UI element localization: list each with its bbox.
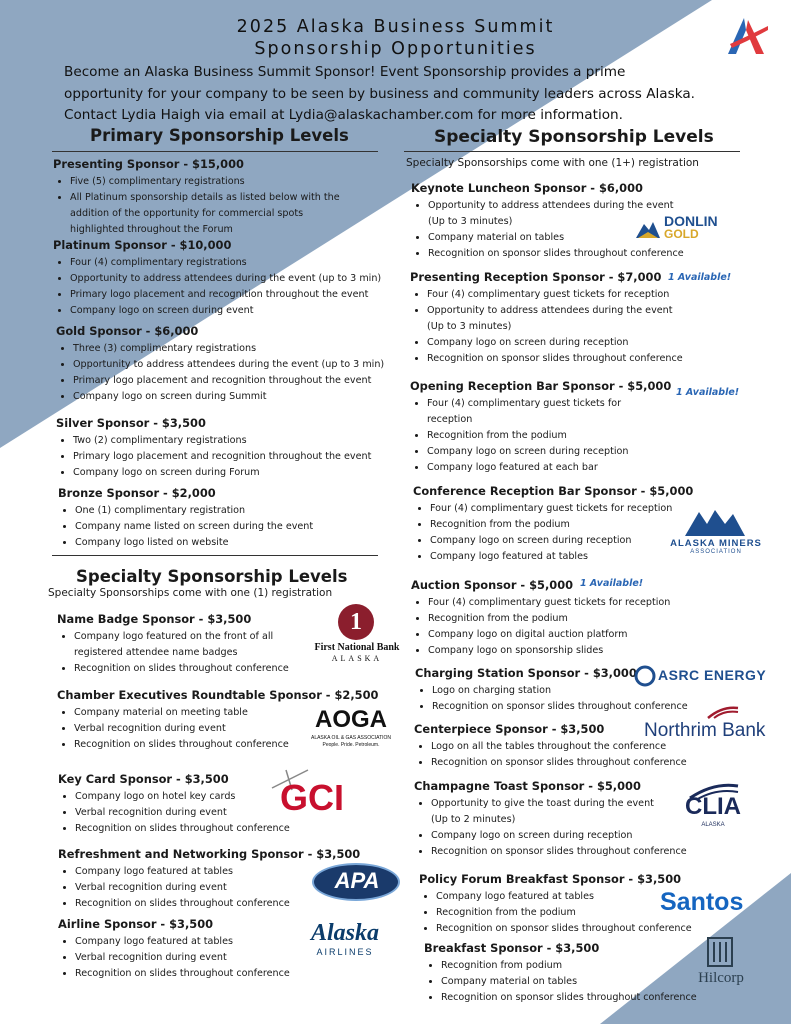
asrc-name: ASRC ENERGY <box>658 667 767 683</box>
northrim-name: Northrim Bank <box>644 720 766 741</box>
list-item: • Primary logo placement and recognition throughout the event <box>70 287 403 303</box>
list-item: • Four (4) complimentary guest tickets for reception <box>430 501 763 517</box>
list-item: • Recognition on sponsor slides throughout conference <box>428 246 761 262</box>
list-item: • Four (4) complimentary registrations <box>70 255 403 271</box>
auction-sponsor <box>411 578 761 659</box>
intro-line-2: opportunity for your company to be seen by business and community leaders across Alaska. <box>64 85 695 102</box>
list-item: • Company logo on screen during event <box>70 303 403 319</box>
list-item: • Company logo featured at tables <box>430 549 763 565</box>
clia-logo <box>676 782 750 832</box>
list-item: • Recognition on sponsor slides throughout conference <box>427 351 760 367</box>
donlin-gold-text: GOLD <box>664 227 699 241</box>
list-item: • Verbal recognition during event <box>75 950 408 966</box>
list-item: • Recognition on sponsor slides throughout conference <box>431 844 764 860</box>
wave-icon <box>706 704 740 720</box>
sponsor-heading: Platinum Sponsor - $10,000 <box>53 238 232 252</box>
list-item: • Recognition on sponsor slides throughout conference <box>441 990 774 1006</box>
specialty-right-title: Specialty Sponsorship Levels <box>434 127 714 147</box>
list-item: • Recognition on sponsor slides throughout conference <box>431 755 764 771</box>
alaska-miners-logo <box>661 508 771 554</box>
list-item: • Primary logo placement and recognition throughout the event <box>73 373 406 389</box>
list-item: • Three (3) complimentary registrations <box>73 341 406 357</box>
sponsor-heading: Refreshment and Networking Sponsor - $3,500 <box>58 847 361 861</box>
gci-logo <box>270 768 350 820</box>
sponsor-heading: Key Card Sponsor - $3,500 <box>58 772 229 786</box>
list-item: • Five (5) complimentary registrations <box>70 174 403 190</box>
list-item: reception <box>427 413 473 425</box>
bank-sub: ALASKA <box>331 654 383 663</box>
aoga-tagline: People. Pride. Petroleum. <box>322 742 380 748</box>
list-item: • Opportunity to give the toast during the event <box>431 796 764 812</box>
presenting-sponsor <box>53 157 403 238</box>
alaska-name: Alaska <box>310 920 379 946</box>
list-item: • Company logo featured on the front of all <box>74 629 407 645</box>
sponsor-heading: Chamber Executives Roundtable Sponsor - $2,500 <box>57 688 379 702</box>
list-item: • Company logo on sponsorship slides <box>428 643 761 659</box>
santos-logo <box>660 886 766 918</box>
list-item: • All Platinum sponsorship details as listed below with the <box>70 190 403 206</box>
list-item: • Opportunity to address attendees during the event (up to 3 min) <box>73 357 406 373</box>
sponsor-heading: Champagne Toast Sponsor - $5,000 <box>414 779 641 793</box>
title-line-1: 2025 Alaska Business Summit <box>236 17 555 37</box>
hilcorp-logo <box>690 936 752 994</box>
clia-name: CLIA <box>685 793 741 820</box>
list-item: • Four (4) complimentary guest tickets for reception <box>427 287 760 303</box>
gci-name: GCI <box>280 777 345 818</box>
primary-divider <box>52 151 378 152</box>
list-item: • Recognition from the podium <box>436 905 769 921</box>
sponsor-heading: Centerpiece Sponsor - $3,500 <box>414 722 605 736</box>
list-item: • Opportunity to address attendees during the event (up to 3 min) <box>70 271 403 287</box>
list-item: • Recognition on sponsor slides throughout conference <box>432 699 765 715</box>
sponsor-heading: Breakfast Sponsor - $3,500 <box>424 941 600 955</box>
list-item: • Recognition from the podium <box>427 428 760 444</box>
page-title <box>0 16 791 60</box>
list-item: • Recognition on slides throughout conference <box>75 821 408 837</box>
gold-sponsor <box>56 324 406 405</box>
specialty-left-subtitle: Specialty Sponsorships come with one (1) registration <box>48 587 333 599</box>
sponsor-heading: Bronze Sponsor - $2,000 <box>58 486 216 500</box>
santos-name: Santos <box>660 888 744 916</box>
list-item: • Opportunity to address attendees during the event <box>427 303 760 319</box>
miners-name: ALASKA MINERS <box>670 538 762 549</box>
list-item: highlighted throughout the Forum <box>70 223 233 235</box>
aoga-logo <box>306 707 396 753</box>
sponsor-heading: Silver Sponsor - $3,500 <box>56 416 206 430</box>
list-item: • Company logo featured at tables <box>75 864 408 880</box>
apa-name: APA <box>334 868 380 893</box>
bank-emblem-icon: 1 <box>338 604 374 640</box>
circle-emblem-icon <box>634 665 656 687</box>
building-icon <box>706 936 734 968</box>
list-item: (Up to 3 minutes) <box>427 320 512 332</box>
northrim-bank-logo <box>644 704 784 744</box>
list-item: • Company material on tables <box>428 230 761 246</box>
aoga-sub: ALASKA OIL & GAS ASSOCIATION <box>310 735 392 741</box>
list-item: • One (1) complimentary registration <box>75 503 408 519</box>
list-item: • Primary logo placement and recognition throughout the event <box>73 449 406 465</box>
sponsor-heading: Auction Sponsor - $5,000 <box>411 578 574 592</box>
list-item: • Recognition on slides throughout conference <box>74 737 407 753</box>
bronze-sponsor <box>58 486 408 551</box>
availability-badge: 1 Available! <box>580 578 644 589</box>
list-item: • Company logo featured at tables <box>436 889 769 905</box>
list-item: • Company logo on hotel key cards <box>75 789 408 805</box>
list-item: • Recognition on slides throughout conference <box>75 966 408 982</box>
sponsor-heading: Airline Sponsor - $3,500 <box>58 917 214 931</box>
list-item: • Recognition from podium <box>441 958 774 974</box>
availability-badge: 1 Available! <box>668 272 732 283</box>
platinum-sponsor <box>53 238 403 319</box>
list-item: • Company name listed on screen during the event <box>75 519 408 535</box>
sponsor-heading: Opening Reception Bar Sponsor - $5,000 <box>410 379 672 393</box>
list-item: • Company logo on screen during reception <box>430 533 763 549</box>
list-item: • Company logo listed on website <box>75 535 408 551</box>
list-item: • Verbal recognition during event <box>75 805 408 821</box>
availability-badge: 1 Available! <box>676 387 740 398</box>
list-item: • Verbal recognition during event <box>74 721 407 737</box>
list-item: (Up to 2 minutes) <box>431 813 516 825</box>
sponsor-heading: Name Badge Sponsor - $3,500 <box>57 612 252 626</box>
list-item: • Recognition from the podium <box>428 611 761 627</box>
primary-levels-title: Primary Sponsorship Levels <box>90 126 349 145</box>
sponsor-heading: Conference Reception Bar Sponsor - $5,000 <box>413 484 694 498</box>
mountain-icon <box>685 508 745 536</box>
intro-text <box>64 62 744 127</box>
list-item: • Two (2) complimentary registrations <box>73 433 406 449</box>
list-item: • Logo on charging station <box>432 683 765 699</box>
list-item: • Company material on meeting table <box>74 705 407 721</box>
bank-name: First National Bank <box>314 642 400 653</box>
list-item: (Up to 3 minutes) <box>428 215 513 227</box>
list-item: • Company logo featured at each bar <box>427 460 760 476</box>
list-item: addition of the opportunity for commercial spots <box>70 207 304 219</box>
list-item: • Company logo on screen during Forum <box>73 465 406 481</box>
sponsor-heading: Presenting Reception Sponsor - $7,000 <box>410 270 662 284</box>
list-item: • Logo on all the tables throughout the conference <box>431 739 764 755</box>
alaska-airlines-logo <box>304 920 386 960</box>
donlin-gold-logo <box>636 214 736 242</box>
sponsor-heading: Charging Station Sponsor - $3,000 <box>415 666 637 680</box>
list-item: • Company logo featured at tables <box>75 934 408 950</box>
list-item: • Verbal recognition during event <box>75 880 408 896</box>
list-item: • Four (4) complimentary guest tickets for reception <box>428 595 761 611</box>
list-item: • Recognition on slides throughout conference <box>74 661 407 677</box>
miners-sub: ASSOCIATION <box>690 549 742 555</box>
intro-line-1: Become an Alaska Business Summit Sponsor! Event Sponsorship provides a prime <box>64 64 626 80</box>
hilcorp-name: Hilcorp <box>698 970 744 986</box>
list-item: • Four (4) complimentary guest tickets for <box>427 396 760 412</box>
specialty-left-title: Specialty Sponsorship Levels <box>76 567 348 586</box>
specialty-right-divider <box>404 151 740 152</box>
list-item: registered attendee name badges <box>74 646 238 658</box>
list-item: • Recognition on sponsor slides throughout conference <box>436 921 769 937</box>
list-item: • Recognition on slides throughout conference <box>75 896 408 912</box>
asrc-energy-logo <box>634 664 776 688</box>
list-item: • Recognition from the podium <box>430 517 763 533</box>
airlines-sub: AIRLINES <box>316 947 374 957</box>
title-line-2: Sponsorship Opportunities <box>254 39 537 59</box>
summit-logo-icon <box>722 14 772 58</box>
silver-sponsor <box>56 416 406 481</box>
presenting-reception-sponsor <box>410 270 760 367</box>
list-item: • Company logo on screen during reception <box>431 828 764 844</box>
sponsor-heading: Policy Forum Breakfast Sponsor - $3,500 <box>419 872 682 886</box>
mountain-icon <box>636 218 660 240</box>
list-item: • Company logo on screen during reception <box>427 335 760 351</box>
list-item: • Company logo on screen during reception <box>427 444 760 460</box>
apa-logo <box>312 863 402 903</box>
specialty-left-divider <box>52 555 378 556</box>
list-item: • Company logo on screen during Summit <box>73 389 406 405</box>
key-card-sponsor <box>58 772 408 837</box>
donlin-name: DONLIN <box>664 213 718 229</box>
sponsor-heading: Keynote Luncheon Sponsor - $6,000 <box>411 181 643 195</box>
aoga-name: AOGA <box>315 706 387 733</box>
first-national-bank-logo <box>310 604 404 666</box>
list-item: • Company logo on digital auction platform <box>428 627 761 643</box>
list-item: • Company material on tables <box>441 974 774 990</box>
list-item: • Opportunity to address attendees during the event <box>428 198 761 214</box>
clia-sub: ALASKA <box>701 822 725 828</box>
sponsor-heading: Presenting Sponsor - $15,000 <box>53 157 244 171</box>
sponsor-heading: Gold Sponsor - $6,000 <box>56 324 199 338</box>
intro-line-3: Contact Lydia Haigh via email at Lydia@alaskachamber.com for more information. <box>64 107 623 123</box>
specialty-right-subtitle: Specialty Sponsorships come with one (1+) registration <box>406 157 699 169</box>
